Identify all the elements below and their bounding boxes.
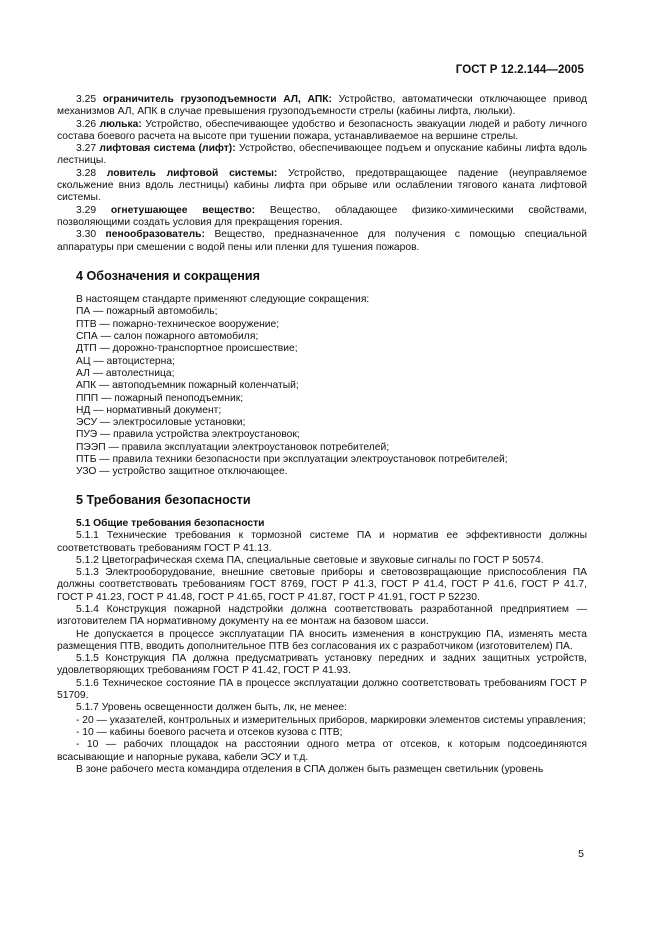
illumination-list-item: - 20 — указателей, контрольных и измерительных приборов, маркировки элементов системы управления; (76, 714, 586, 726)
requirement-paragraph: 5.1.7 Уровень освещенности должен быть, лк, не менее: (76, 702, 347, 714)
abbreviation-item: УЗО — устройство защитное отключающее. (76, 466, 288, 478)
requirement-paragraph: 5.1.2 Цветографическая схема ПА, специальные световые и звуковые сигналы по ГОСТ Р 50574. (76, 554, 544, 566)
term-definition: 3.30 пенообразователь: Вещество, предназначенное для получения с помощью специальной аппаратуры при смешении с водой пены или пленки для тушения пожаров. (57, 229, 587, 253)
requirement-paragraph: 5.1.3 Электрооборудование, внешние световые приборы и световозвращающие приспособления ПА должны соответствовать требованиям ГОСТ 8769, ГОСТ Р 41.3, ГОСТ Р 41.4, ГОСТ Р 41.6, ГОСТ Р 41.7, ГОСТ Р 41.23, ГОСТ Р 41.48, ГОСТ Р 41.65, ГОСТ Р 41.87, ГОСТ Р 41.91, ГОСТ Р 52230. (57, 567, 587, 603)
term-name: люлька: (99, 118, 142, 130)
requirement-paragraph: Не допускается в процессе эксплуатации ПА вносить изменения в конструкцию ПА, изменять места размещения ПТВ, вводить дополнительное ПТВ без согласования их с разработчиком (изготовителем) ПА. (57, 628, 587, 652)
requirement-paragraph: 5.1.6 Техническое состояние ПА в процессе эксплуатации должно соответствовать требованиям ГОСТ Р 51709. (57, 677, 587, 702)
abbreviation-item: ПУЭ — правила устройства электроустановок; (76, 429, 300, 441)
term-name: ловитель лифтовой системы: (106, 167, 278, 179)
term-name: огнетушающее вещество: (110, 204, 256, 216)
abbreviation-item: ПТВ — пожарно-техническое вооружение; (76, 318, 280, 330)
abbreviation-item: ДТП — дорожно-транспортное происшествие; (76, 343, 298, 355)
term-definition: 3.29 огнетушающее вещество: Вещество, обладающее физико-химическими свойствами, позволяющими создать условия для прекращения горения. (57, 204, 587, 228)
abbreviation-item: СПА — салон пожарного автомобиля; (76, 331, 259, 343)
abbreviation-item: АЛ — автолестница; (76, 367, 175, 379)
abbreviation-item: ППП — пожарный пеноподъемник; (76, 392, 244, 404)
page-number: 5 (578, 848, 584, 860)
document-body (57, 94, 587, 776)
requirement-paragraph: В зоне рабочего места командира отделения в СПА должен быть размещен светильник (уровень (76, 763, 544, 775)
illumination-list-item: - 10 — рабочих площадок на расстоянии одного метра от отсеков, к которым подсоединяются всасывающие и напорные рукава, кабели ЭСУ и т.д. (57, 739, 587, 763)
abbreviation-item: ПЭЭП — правила эксплуатации электроустановок потребителей; (76, 441, 390, 453)
term-name: пенообразователь: (105, 229, 205, 241)
abbreviation-item: АЦ — автоцистерна; (76, 355, 175, 367)
illumination-list-item: - 10 — кабины боевого расчета и отсеков кузова с ПТВ; (76, 726, 343, 738)
term-definition: 3.28 ловитель лифтовой системы: Устройство, предотвращающее падение (неуправляемое скольжение вниз вдоль лестницы) кабины лифта при обрыве или ослаблении тягового каната лифтовой системы. (57, 167, 587, 204)
subsection-5-1-heading: 5.1 Общие требования безопасности (76, 517, 265, 529)
abbreviation-item: ПТБ — правила техники безопасности при эксплуатации электроустановок потребителей; (76, 454, 508, 466)
standard-code: ГОСТ Р 12.2.144—2005 (455, 64, 584, 76)
requirement-paragraph: 5.1.4 Конструкция пожарной надстройки должна соответствовать разработанной предприятием — изготовителем ПА нормативному документу на ее монтаж на базовом шасси. (57, 603, 587, 628)
section-4-intro: В настоящем стандарте применяют следующие сокращения: (76, 294, 370, 306)
abbreviation-item: ПА — пожарный автомобиль; (76, 306, 218, 318)
section-5-heading: 5 Требования безопасности (76, 492, 251, 507)
abbreviation-item: АПК — автоподъемник пожарный коленчатый; (76, 380, 299, 392)
term-name: лифтовая система (лифт): (99, 143, 236, 155)
section-4-heading: 4 Обозначения и сокращения (76, 268, 260, 283)
requirement-paragraph: 5.1.5 Конструкция ПА должна предусматривать установку передних и задних защитных устройств, удовлетворяющих требованиям ГОСТ Р 41.42, ГОСТ Р 41.93. (57, 653, 587, 677)
term-definition: 3.26 люлька: Устройство, обеспечивающее удобство и безопасность эвакуации людей и работу личного состава боевого расчета на высоте при тушении пожара, устанавливаемое на вершине стрелы. (57, 118, 587, 142)
abbreviation-item: НД — нормативный документ; (76, 404, 222, 416)
term-name: ограничитель грузоподъемности АЛ, АПК: (102, 94, 332, 105)
abbreviation-item: ЭСУ — электросиловые установки; (76, 417, 246, 429)
requirement-paragraph: 5.1.1 Технические требования к тормозной системе ПА и норматив ее эффективности должны соответствовать требованиям ГОСТ Р 41.13. (57, 530, 587, 554)
term-definition: 3.27 лифтовая система (лифт): Устройство, обеспечивающее подъем и опускание кабины лифта вдоль лестницы. (57, 143, 587, 167)
term-definition: 3.25 ограничитель грузоподъемности АЛ, АПК: Устройство, автоматически отключающее привод механизмов АЛ, АПК в случае превышения грузоподъемности стрелы (кабины лифта, люльки). (57, 94, 587, 118)
